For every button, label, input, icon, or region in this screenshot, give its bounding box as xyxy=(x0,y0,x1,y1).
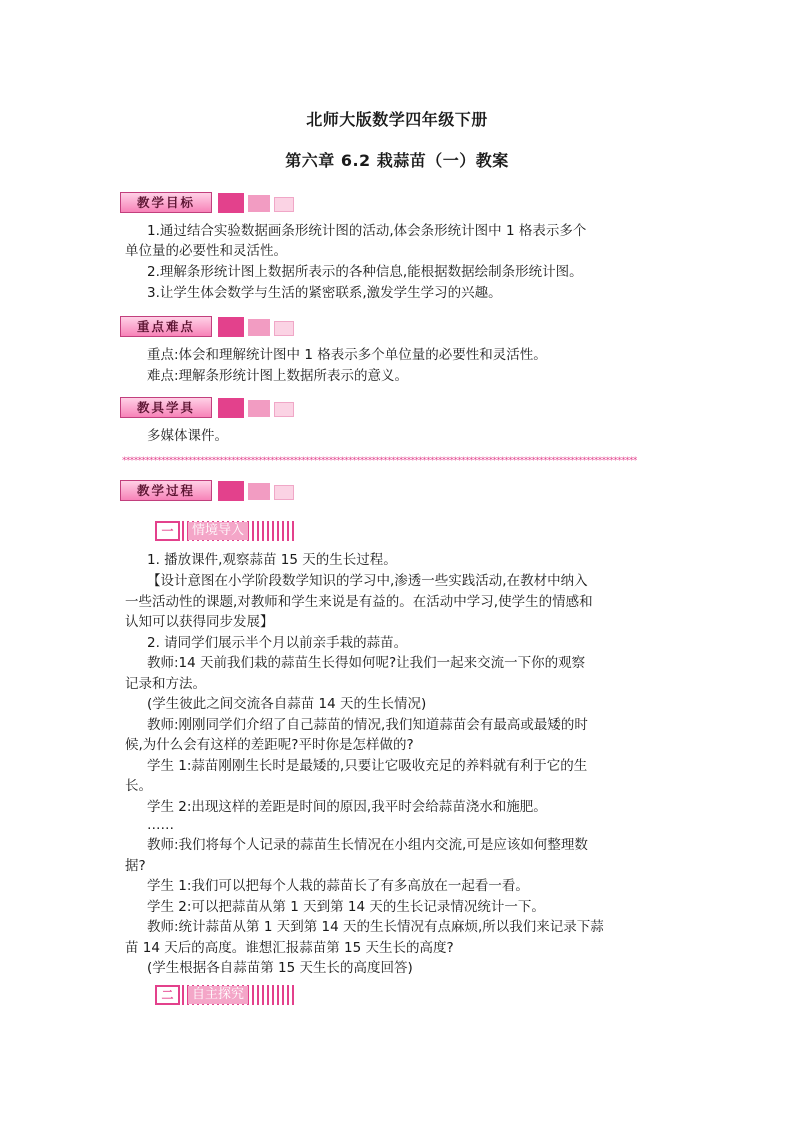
text-line: 记录和方法。 xyxy=(125,676,206,692)
text-line: 2. 请同学们展示半个月以前亲手栽的蒜苗。 xyxy=(147,635,408,651)
text-line: 教师:我们将每个人记录的蒜苗生长情况在小组内交流,可是应该如何整理数 xyxy=(147,837,588,853)
section-label: 教学过程 xyxy=(120,480,212,501)
separator-stars: ************************************************************************************************************************************ xyxy=(122,456,637,466)
document-subtitle: 第六章 6.2 栽蒜苗（一）教案 xyxy=(285,151,509,170)
text-line: 认知可以获得同步发展】 xyxy=(125,614,274,630)
decor-square xyxy=(248,195,270,212)
decor-square xyxy=(274,197,294,212)
text-line: 长。 xyxy=(125,778,152,794)
subsection-number: 二 xyxy=(155,985,180,1005)
text-line: 教师:刚刚同学们介绍了自己蒜苗的情况,我们知道蒜苗会有最高或最矮的时 xyxy=(147,717,588,733)
text-line: …… xyxy=(147,817,174,833)
text-line: 候,为什么会有这样的差距呢?平时你是怎样做的? xyxy=(125,737,414,753)
text-line: 苗 14 天后的高度。谁想汇报蒜苗第 15 天生长的高度? xyxy=(125,940,454,956)
subsection-label: 情境导入 xyxy=(188,522,248,540)
subsection-number: 一 xyxy=(155,521,180,541)
subsection-label: 自主探究 xyxy=(188,986,248,1004)
text-line: 多媒体课件。 xyxy=(147,428,228,444)
decor-square xyxy=(218,193,244,213)
section-label: 教学目标 xyxy=(120,192,212,213)
text-line: 难点:理解条形统计图上数据所表示的意义。 xyxy=(147,368,409,384)
decor-square xyxy=(248,483,270,500)
text-line: 1.通过结合实验数据画条形统计图的活动,体会条形统计图中 1 格表示多个 xyxy=(147,223,587,239)
decor-square xyxy=(218,481,244,501)
decor-square xyxy=(274,485,294,500)
text-line: 3.让学生体会数学与生活的紧密联系,激发学生学习的兴趣。 xyxy=(147,285,502,301)
text-line: 据? xyxy=(125,858,146,874)
subsection-label-bar xyxy=(182,985,297,1005)
text-line: 重点:体会和理解统计图中 1 格表示多个单位量的必要性和灵活性。 xyxy=(147,347,547,363)
decor-square xyxy=(274,321,294,336)
text-line: 1. 播放课件,观察蒜苗 15 天的生长过程。 xyxy=(147,552,397,568)
text-line: 教师:14 天前我们栽的蒜苗生长得如何呢?让我们一起来交流一下你的观察 xyxy=(147,655,586,671)
text-line: 一些活动性的课题,对教师和学生来说是有益的。在活动中学习,使学生的情感和 xyxy=(125,594,593,610)
text-line: 学生 1:我们可以把每个人栽的蒜苗长了有多高放在一起看一看。 xyxy=(147,878,529,894)
text-line: (学生根据各自蒜苗第 15 天生长的高度回答) xyxy=(147,960,413,976)
text-line: 学生 1:蒜苗刚刚生长时是最矮的,只要让它吸收充足的养料就有利于它的生 xyxy=(147,758,588,774)
decor-square xyxy=(248,319,270,336)
text-line: 2.理解条形统计图上数据所表示的各种信息,能根据数据绘制条形统计图。 xyxy=(147,264,583,280)
subsection-header-explore xyxy=(155,985,297,1006)
decor-square xyxy=(218,398,244,418)
text-line: (学生彼此之间交流各自蒜苗 14 天的生长情况) xyxy=(147,696,427,712)
text-line: 【设计意图在小学阶段数学知识的学习中,渗透一些实践活动,在教材中纳入 xyxy=(147,573,588,589)
text-line: 学生 2:可以把蒜苗从第 1 天到第 14 天的生长记录情况统计一下。 xyxy=(147,899,545,915)
text-line: 教师:统计蒜苗从第 1 天到第 14 天的生长情况有点麻烦,所以我们来记录下蒜 xyxy=(147,919,604,935)
text-line: 单位量的必要性和灵活性。 xyxy=(125,243,287,259)
section-label: 重点难点 xyxy=(120,316,212,337)
section-label: 教具学具 xyxy=(120,397,212,418)
decor-square xyxy=(218,317,244,337)
document-title: 北师大版数学四年级下册 xyxy=(306,110,488,129)
decor-square xyxy=(274,402,294,417)
subsection-label-bar xyxy=(182,521,297,541)
subsection-header-intro xyxy=(155,521,297,542)
text-line: 学生 2:出现这样的差距是时间的原因,我平时会给蒜苗浇水和施肥。 xyxy=(147,799,547,815)
decor-square xyxy=(248,400,270,417)
